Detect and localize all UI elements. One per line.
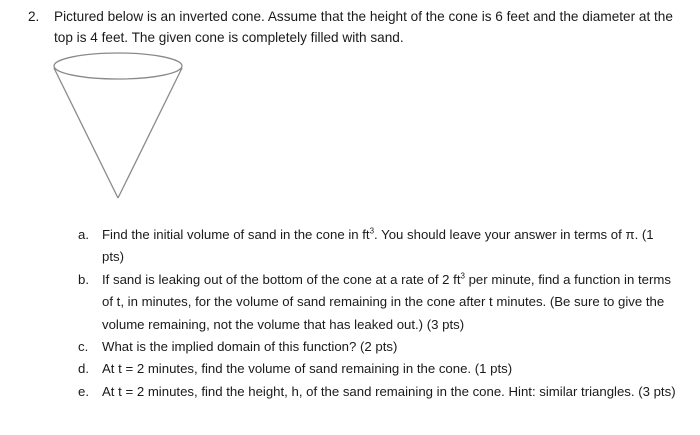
cone-top-ellipse [54, 53, 182, 79]
part-b [78, 269, 678, 336]
part-letter: a. [78, 227, 89, 242]
part-e [78, 381, 678, 403]
part-c [78, 336, 678, 358]
part-d [78, 358, 678, 380]
part-text: Find the initial volume of sand in the cone in ft [102, 227, 370, 242]
cone-right-edge [118, 68, 182, 198]
part-text: If sand is leaking out of the bottom of the cone at a rate of 2 ft [102, 271, 461, 287]
problem-statement: Pictured below is an inverted cone. Assume that the height of the cone is 6 feet and the diameter at the top is 4 feet. The given cone is completely filled with sand. [54, 9, 673, 45]
part-letter: b. [78, 271, 89, 287]
part-text: At t = 2 minutes, find the height, h, of the sand remaining in the cone. Hint: similar triangles. (3 pts) [102, 383, 676, 399]
problem-number: 2. [28, 9, 40, 24]
part-a [78, 224, 678, 269]
sub-questions-list [78, 224, 678, 403]
part-text: At t = 2 minutes, find the volume of sand remaining in the cone. (1 pts) [102, 361, 513, 377]
cone-left-edge [54, 68, 118, 198]
part-text-cont: per minute, find a function in terms of t, in minutes, for the volume of sand remaining in the cone after t minutes. (Be sure to give the volume remaining, not the volume that has leaked out.) (3 pts) [102, 271, 671, 332]
part-letter: d. [78, 361, 89, 377]
part-letter: c. [78, 339, 89, 355]
superscript: 3 [369, 226, 375, 236]
superscript: 3 [460, 271, 465, 281]
part-text: What is the implied domain of this function? (2 pts) [102, 339, 398, 355]
inverted-cone-icon [48, 48, 188, 206]
part-letter: e. [78, 383, 89, 399]
part-text-cont: . You should leave your answer in terms of π. (1 pts) [102, 227, 654, 265]
